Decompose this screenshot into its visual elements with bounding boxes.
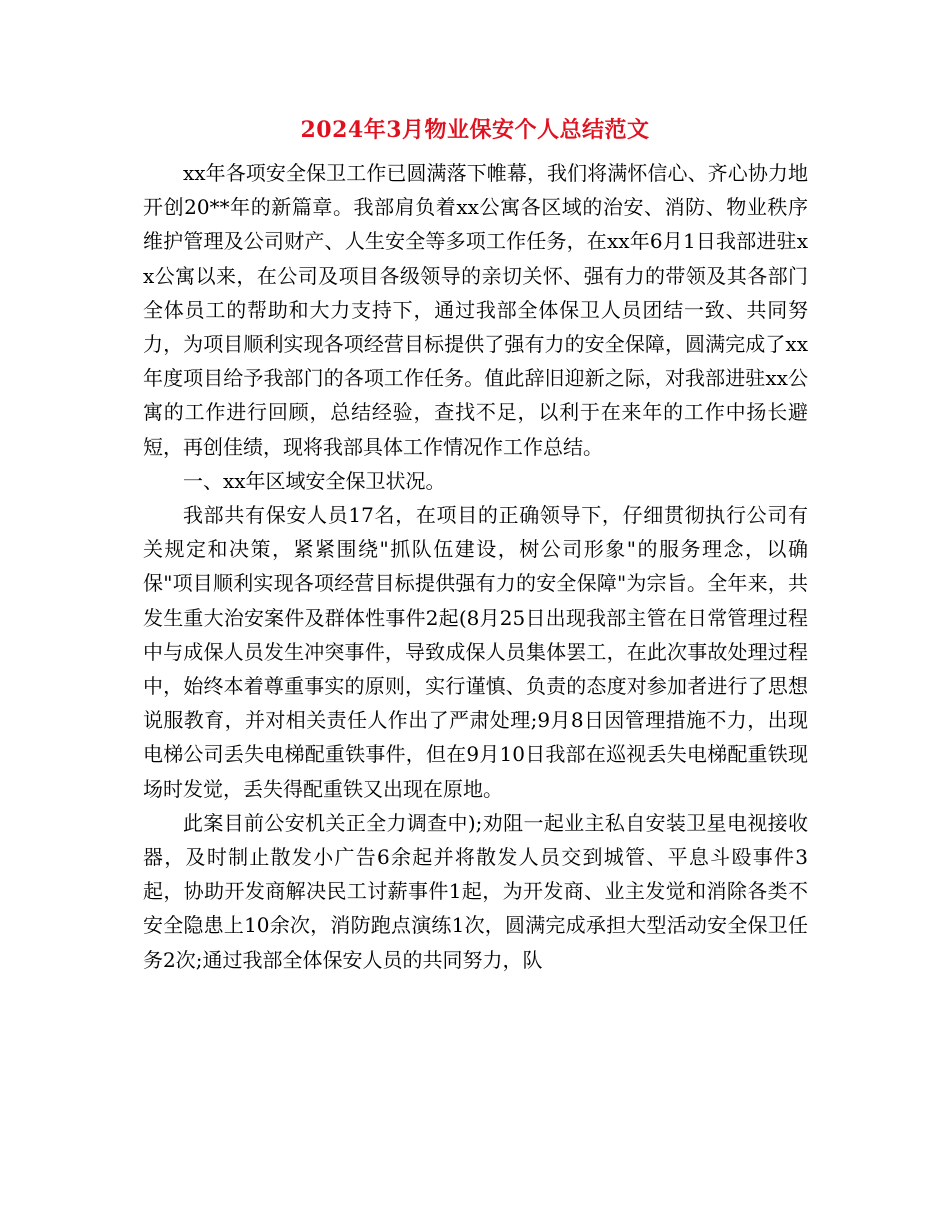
paragraph-security-status: 我部共有保安人员17名，在项目的正确领导下，仔细贯彻执行公司有关规定和决策，紧紧围绕"抓队伍建设，树公司形象"的服务理念，以确保"项目顺利实现各项经营目标提供强有力的安全保障"为宗旨。全年来，共发生重大治安案件及群体性事件2起(8月25日出现我部主管在日常管理过程中与成保人员发生冲突事件，导致成保人员集体罢工，在此次事故处理过程中，始终本着尊重事实的原则，实行谨慎、负责的态度对参加者进行了思想说服教育，并对相关责任人作出了严肃处理;9月8日因管理措施不力，出现电梯公司丢失电梯配重铁事件，但在9月10日我部在巡视丢失电梯配重铁现场时发觉，丢失得配重铁又出现在原地。 (143, 503, 808, 801)
paragraph-intro: xx年各项安全保卫工作已圆满落下帷幕，我们将满怀信心、齐心协力地开创20**年的新篇章。我部肩负着xx公寓各区域的治安、消防、物业秩序维护管理及公司财产、人生安全等多项工作任务，在xx年6月1日我部进驻xx公寓以来，在公司及项目各级领导的亲切关怀、强有力的带领及其各部门全体员工的帮助和大力支持下，通过我部全体保卫人员团结一致、共同努力，为项目顺利实现各项经营目标提供了强有力的安全保障，圆满完成了xx年度项目给予我部门的各项工作任务。值此辞旧迎新之际，对我部进驻xx公寓的工作进行回顾，总结经验，查找不足，以利于在来年的工作中扬长避短，再创佳绩，现将我部具体工作情况作工作总结。 (143, 161, 808, 459)
document-title: 2024年3月物业保安个人总结范文 (300, 117, 650, 143)
section-heading: 一、xx年区域安全保卫状况。 (183, 468, 446, 493)
document-body (143, 156, 808, 977)
paragraph-case-details: 此案目前公安机关正全力调查中);劝阻一起业主私自安装卫星电视接收器，及时制止散发小广告6余起并将散发人员交到城管、平息斗殴事件3起，协助开发商解决民工讨薪事件1起，为开发商、业主发觉和消除各类不安全隐患上10余次，消防跑点演练1次，圆满完成承担大型活动安全保卫任务2次;通过我部全体保安人员的共同努力，队 (143, 810, 808, 972)
